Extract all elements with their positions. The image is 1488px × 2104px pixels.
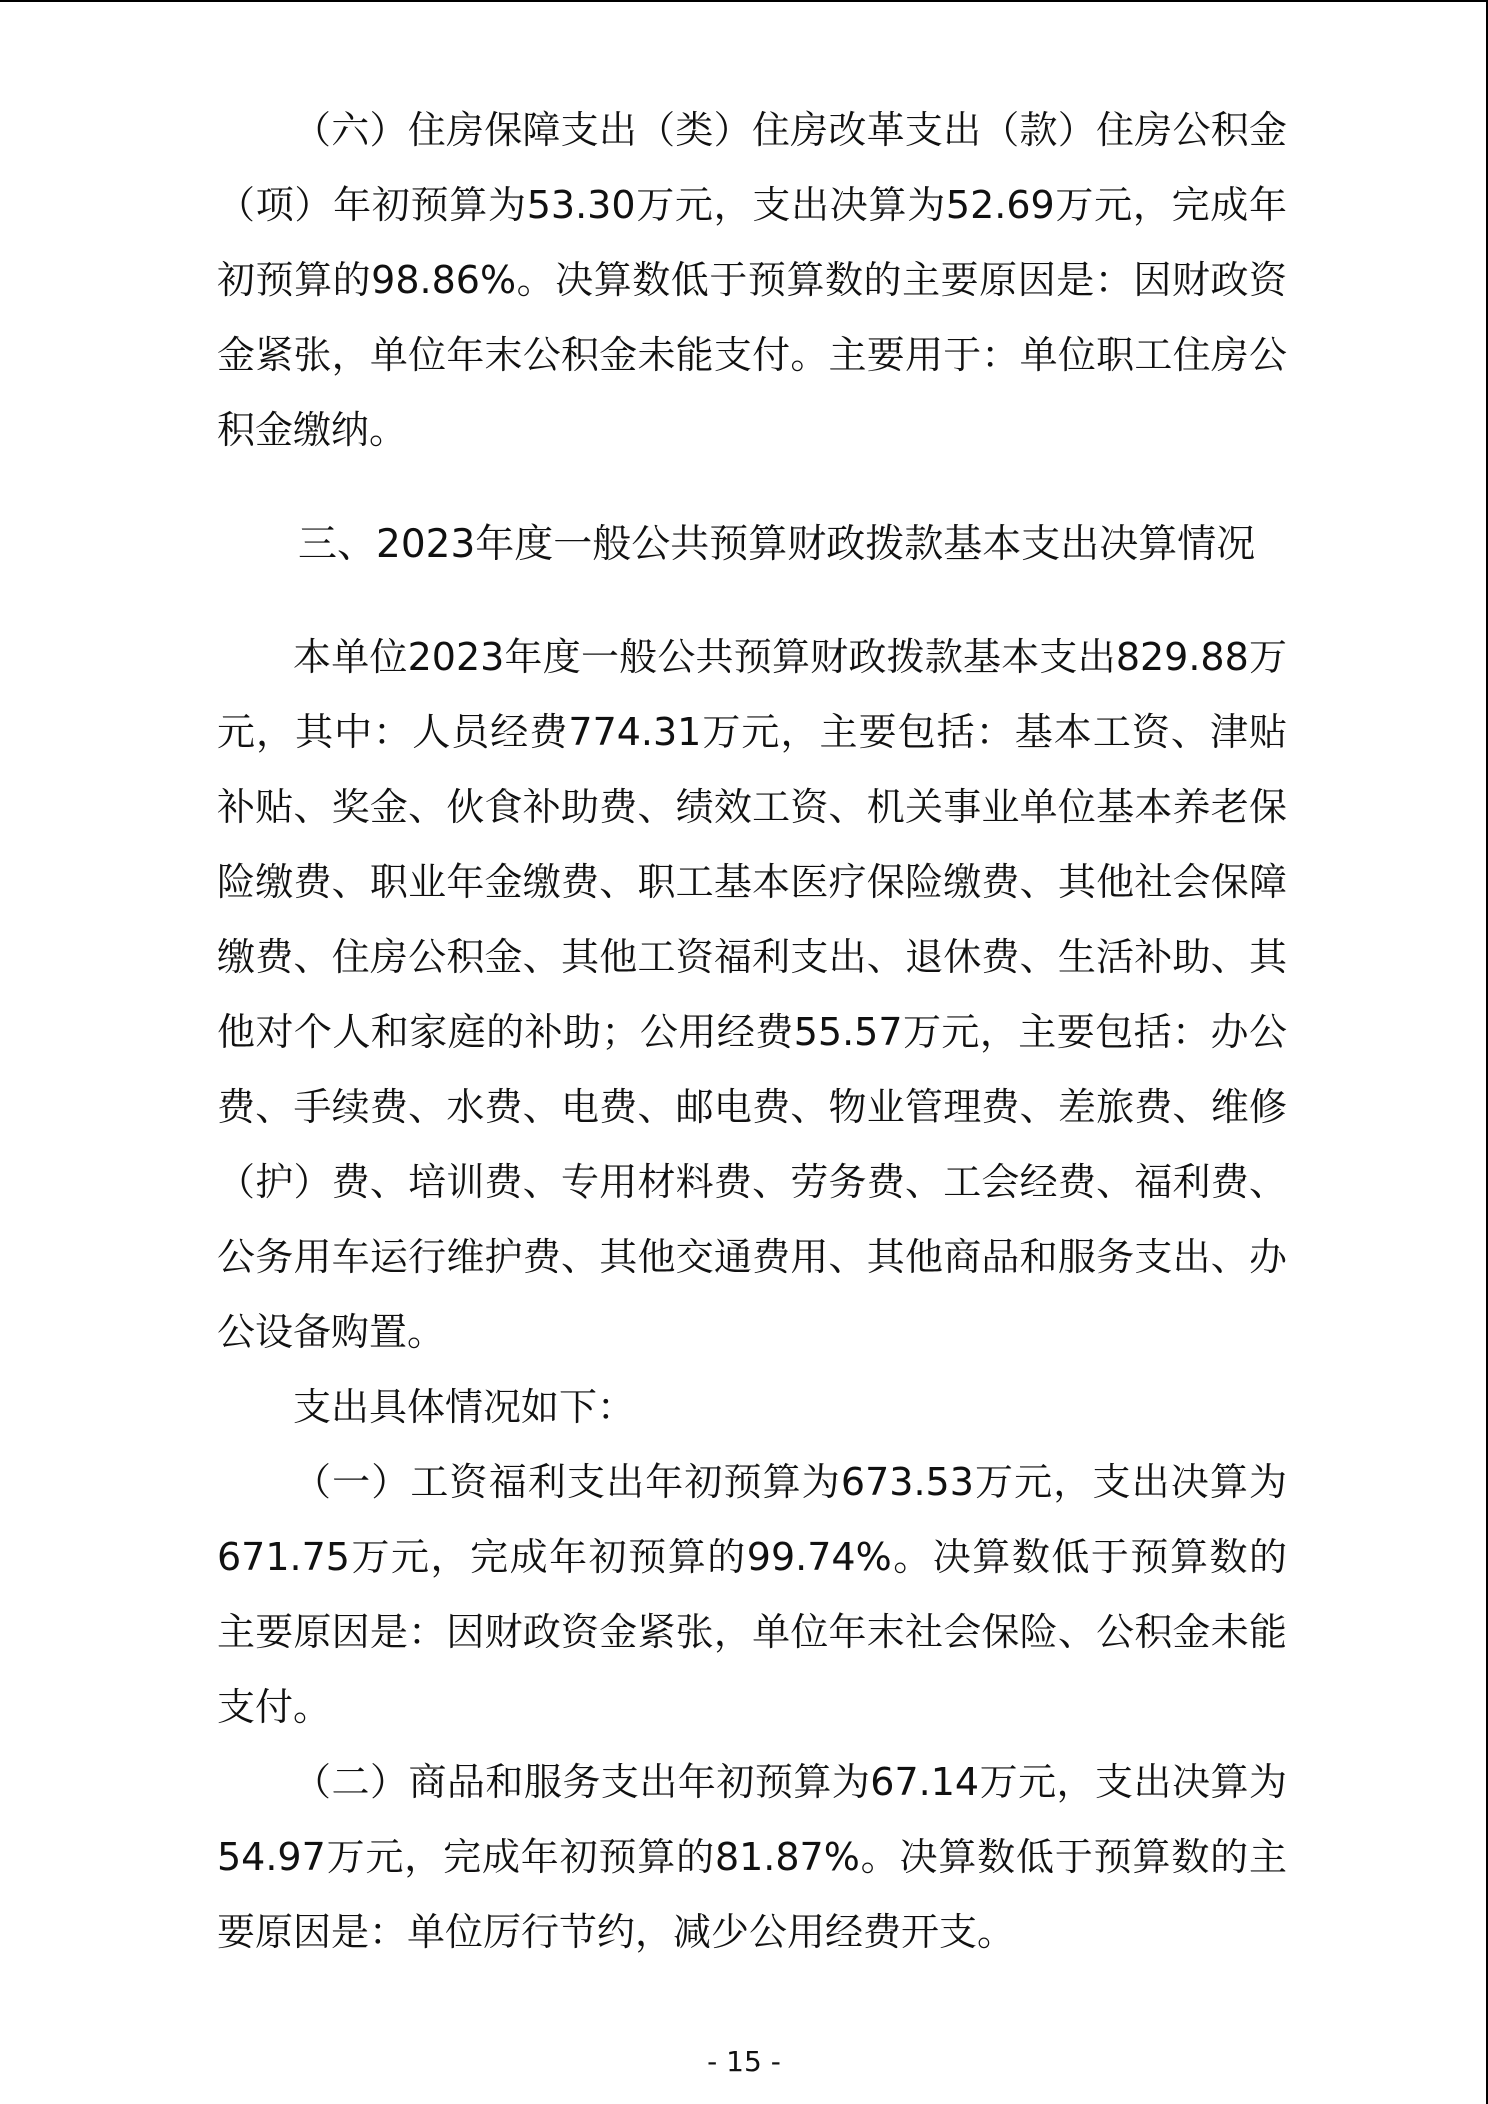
- page-number: - 15 -: [707, 2045, 781, 2078]
- paragraph-housing-security: （六）住房保障支出（类）住房改革支出（款）住房公积金（项）年初预算为53.30万元，支出决算为52.69万元，完成年初预算的98.86%。决算数低于预算数的主要原因是：因财政资金紧张，单位年末公积金未能支付。主要用于：单位职工住房公积金缴纳。: [217, 108, 1287, 452]
- paragraph-salary-welfare: （一）工资福利支出年初预算为673.53万元，支出决算为671.75万元，完成年初预算的99.74%。决算数低于预算数的主要原因是：因财政资金紧张，单位年末社会保险、公积金未能支付。: [217, 1460, 1287, 1729]
- paragraph-basic-expenditure: 本单位2023年度一般公共预算财政拨款基本支出829.88万元，其中：人员经费774.31万元，主要包括：基本工资、津贴补贴、奖金、伙食补助费、绩效工资、机关事业单位基本养老保险缴费、职业年金缴费、职工基本医疗保险缴费、其他社会保障缴费、住房公积金、其他工资福利支出、退休费、生活补助、其他对个人和家庭的补助；公用经费55.57万元，主要包括：办公费、手续费、水费、电费、邮电费、物业管理费、差旅费、维修（护）费、培训费、专用材料费、劳务费、工会经费、福利费、公务用车运行维护费、其他交通费用、其他商品和服务支出、办公设备购置。: [217, 635, 1287, 1354]
- paragraph-goods-services: （二）商品和服务支出年初预算为67.14万元，支出决算为54.97万元，完成年初预算的81.87%。决算数低于预算数的主要原因是：单位厉行节约，减少公用经费开支。: [217, 1760, 1287, 1954]
- section-heading: 三、2023年度一般公共预算财政拨款基本支出决算情况: [298, 522, 1256, 567]
- paragraph-details-intro: 支出具体情况如下：: [293, 1385, 636, 1429]
